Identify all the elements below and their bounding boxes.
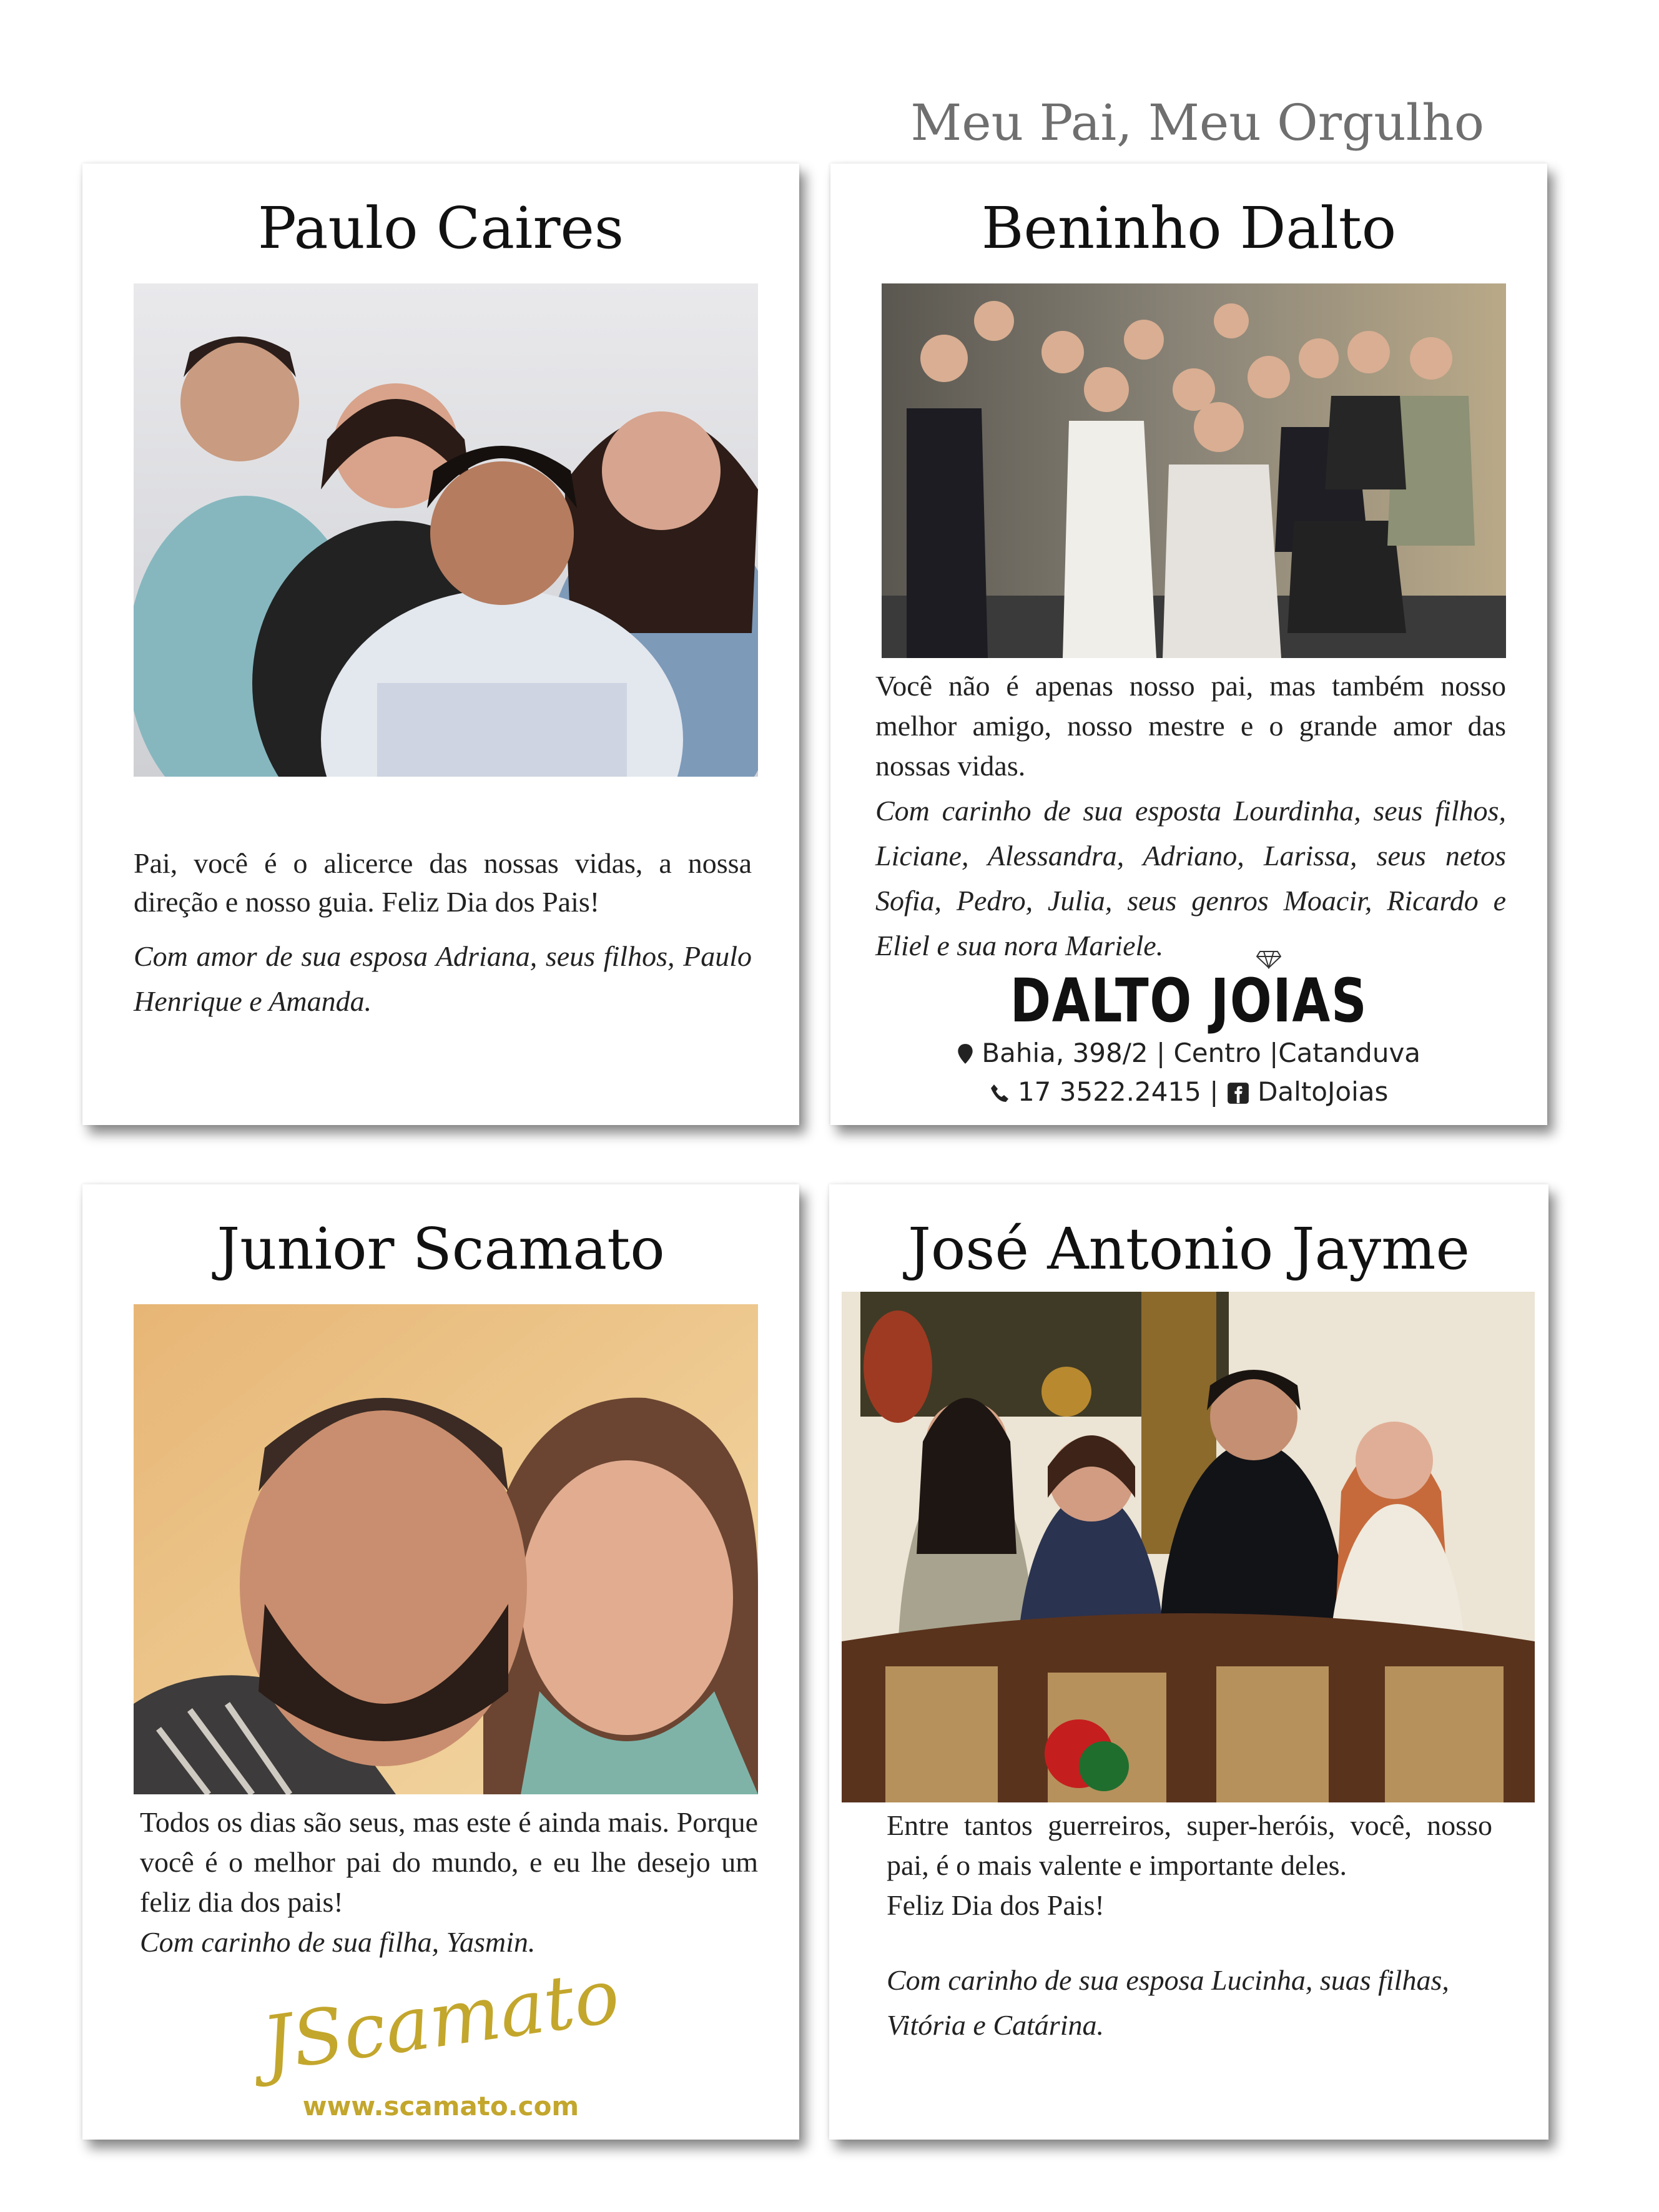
signature: Com carinho de sua esposta Lourdinha, seus filhos, Liciane, Alessandra, Adriano, Larissa, seus netos Sofia, Pedro, Julia, seus genros Moacir, Ricardo e Eliel e sua nora Mariele. — [875, 795, 1506, 961]
card-beninho-dalto — [830, 164, 1547, 1125]
card-text — [140, 1802, 758, 1962]
card-text — [875, 666, 1506, 968]
message-line: Entre tantos guerreiros, super-heróis, você, nosso pai, é o mais valente e importante deles. — [887, 1809, 1492, 1881]
sponsor-contact-line — [830, 1076, 1547, 1107]
signature: Com amor de sua esposa Adriana, seus filhos, Paulo Henrique e Amanda. — [134, 940, 752, 1017]
card-jose-antonio-jayme — [829, 1184, 1548, 2140]
card-title: Junior Scamato — [217, 1216, 665, 1282]
card-paulo-caires — [82, 164, 799, 1125]
father-daughter-photo — [134, 1304, 758, 1794]
card-text — [134, 844, 752, 1024]
location-pin-icon — [957, 1038, 982, 1068]
scamato-logo: JScamato — [257, 1952, 625, 2089]
message: Você não é apenas nosso pai, mas também nosso melhor amigo, nosso mestre e o grande amor das nossas vidas. — [875, 670, 1506, 782]
card-title: Paulo Caires — [257, 195, 624, 262]
card-title: Beninho Dalto — [981, 195, 1397, 262]
sponsor-phone: 17 3522.2415 | — [1017, 1076, 1219, 1107]
signature: Com carinho de sua filha, Yasmin. — [140, 1926, 536, 1958]
sponsor-social: DaltoJoias — [1258, 1076, 1389, 1107]
family-photo — [882, 283, 1506, 658]
signature: Com carinho de sua esposa Lucinha, suas filhas, Vitória e Catárina. — [887, 1964, 1449, 2041]
message: Pai, você é o alicerce das nossas vidas, a nossa direção e nosso guia. Feliz Dia dos Pais! — [134, 847, 752, 918]
message: Todos os dias são seus, mas este é ainda mais. Porque você é o melhor pai do mundo, e eu lhe desejo um feliz dia dos pais! — [140, 1806, 758, 1918]
phone-icon — [990, 1076, 1018, 1107]
sponsor-url: www.scamato.com — [302, 2091, 579, 2121]
page-header: Meu Pai, Meu Orgulho — [910, 94, 1484, 152]
sponsor-address: Bahia, 398/2 | Centro |Catanduva — [982, 1038, 1421, 1068]
sponsor-address-line — [830, 1038, 1547, 1068]
card-junior-scamato — [82, 1184, 799, 2140]
card-text — [887, 1806, 1492, 2048]
family-photo — [842, 1292, 1535, 1802]
message-line: Feliz Dia dos Pais! — [887, 1889, 1105, 1921]
family-photo — [134, 283, 758, 777]
card-title: José Antonio Jayme — [908, 1216, 1470, 1282]
facebook-icon — [1227, 1076, 1258, 1107]
sponsor-brand: DALTO JOIAS — [1010, 966, 1368, 1036]
